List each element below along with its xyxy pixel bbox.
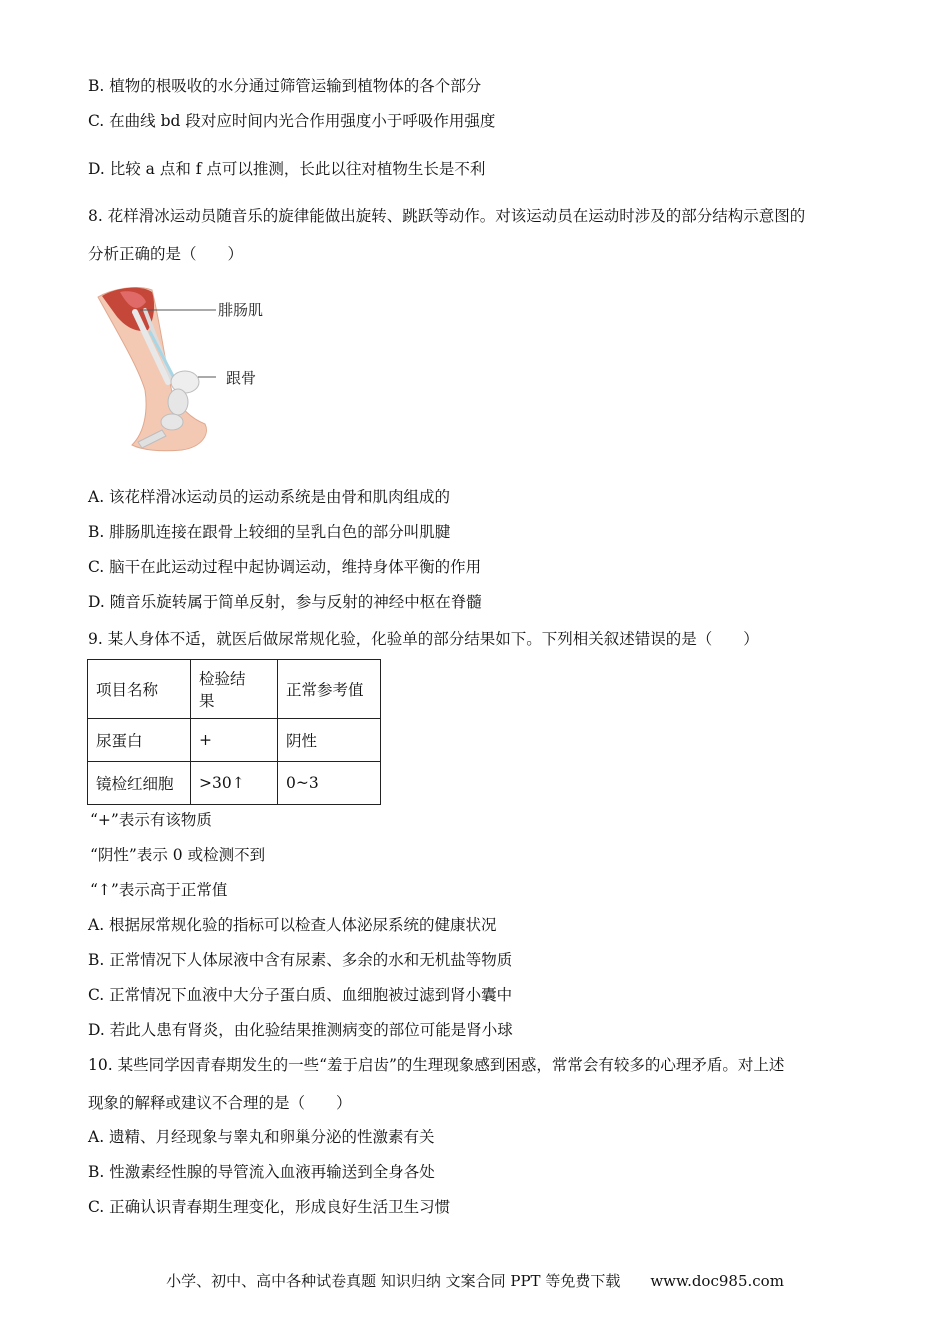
table-row <box>88 719 381 762</box>
calcaneus-label: 跟骨 <box>226 370 257 387</box>
q8-option-d: D. 随音乐旋转属于简单反射，参与反射的神经中枢在脊髓 <box>88 593 482 611</box>
q10-option-b: B. 性激素经性腺的导管流入血液再输送到全身各处 <box>88 1163 435 1181</box>
q9-option-a: A. 根据尿常规化验的指标可以检查人体泌尿系统的健康状况 <box>88 916 497 934</box>
q8-option-a: A. 该花样滑冰运动员的运动系统是由骨和肌肉组成的 <box>88 488 451 506</box>
q7-option-b: B. 植物的根吸收的水分通过筛管运输到植物体的各个部分 <box>88 77 482 95</box>
q9-option-d: D. 若此人患有肾炎，由化验结果推测病变的部位可能是肾小球 <box>88 1021 513 1039</box>
q8-option-c: C. 脑干在此运动过程中起协调运动，维持身体平衡的作用 <box>88 558 482 576</box>
note-negative: “阴性”表示 0 或检测不到 <box>90 846 266 864</box>
leg-anatomy-figure <box>90 282 290 457</box>
urinalysis-table <box>87 659 381 805</box>
q10-option-c: C. 正确认识青春期生理变化，形成良好生活卫生习惯 <box>88 1198 451 1216</box>
header-item-name: 项目名称 <box>88 660 191 719</box>
q10-stem-line1: 10. 某些同学因青春期发生的一些“羞于启齿”的生理现象感到困惑，常常会有较多的心理矛盾。对上述 <box>88 1056 785 1074</box>
page-footer: 小学、初中、高中各种试卷真题 知识归纳 文案合同 PPT 等免费下载 www.doc985.com <box>166 1272 784 1290</box>
note-arrow: “↑”表示高于正常值 <box>90 881 228 899</box>
gastrocnemius-label: 腓肠肌 <box>218 302 264 319</box>
q8-stem-line2: 分析正确的是（ ） <box>88 245 244 263</box>
q7-option-c: C. 在曲线 bd 段对应时间内光合作用强度小于呼吸作用强度 <box>88 112 496 130</box>
table-row <box>88 762 381 805</box>
header-reference: 正常参考值 <box>278 660 381 719</box>
q10-option-a: A. 遗精、月经现象与睾丸和卵巢分泌的性激素有关 <box>88 1128 435 1146</box>
q10-stem-line2: 现象的解释或建议不合理的是（ ） <box>88 1094 352 1112</box>
q9-stem: 9. 某人身体不适，就医后做尿常规化验，化验单的部分结果如下。下列相关叙述错误的是（ ） <box>88 630 759 648</box>
header-result <box>191 660 278 719</box>
cell-result: + <box>191 719 278 762</box>
cell-item: 镜检红细胞 <box>88 762 191 805</box>
leg-anatomy-illustration <box>90 282 290 457</box>
q8-option-b: B. 腓肠肌连接在跟骨上较细的呈乳白色的部分叫肌腱 <box>88 523 451 541</box>
cell-reference: 0~3 <box>278 762 381 805</box>
cell-result: >30↑ <box>191 762 278 805</box>
header-result-line2: 果 <box>199 692 215 710</box>
q9-option-c: C. 正常情况下血液中大分子蛋白质、血细胞被过滤到肾小囊中 <box>88 986 513 1004</box>
q7-option-d: D. 比较 a 点和 f 点可以推测，长此以往对植物生长是不利 <box>88 160 486 178</box>
header-result-line1: 检验结 <box>199 670 246 688</box>
cell-item: 尿蛋白 <box>88 719 191 762</box>
q8-stem-line1: 8. 花样滑冰运动员随音乐的旋律能做出旋转、跳跃等动作。对该运动员在运动时涉及的部分结构示意图的 <box>88 207 806 225</box>
note-plus: “+”表示有该物质 <box>90 811 212 829</box>
q9-option-b: B. 正常情况下人体尿液中含有尿素、多余的水和无机盐等物质 <box>88 951 513 969</box>
table-header-row <box>88 660 381 719</box>
cell-reference: 阴性 <box>278 719 381 762</box>
